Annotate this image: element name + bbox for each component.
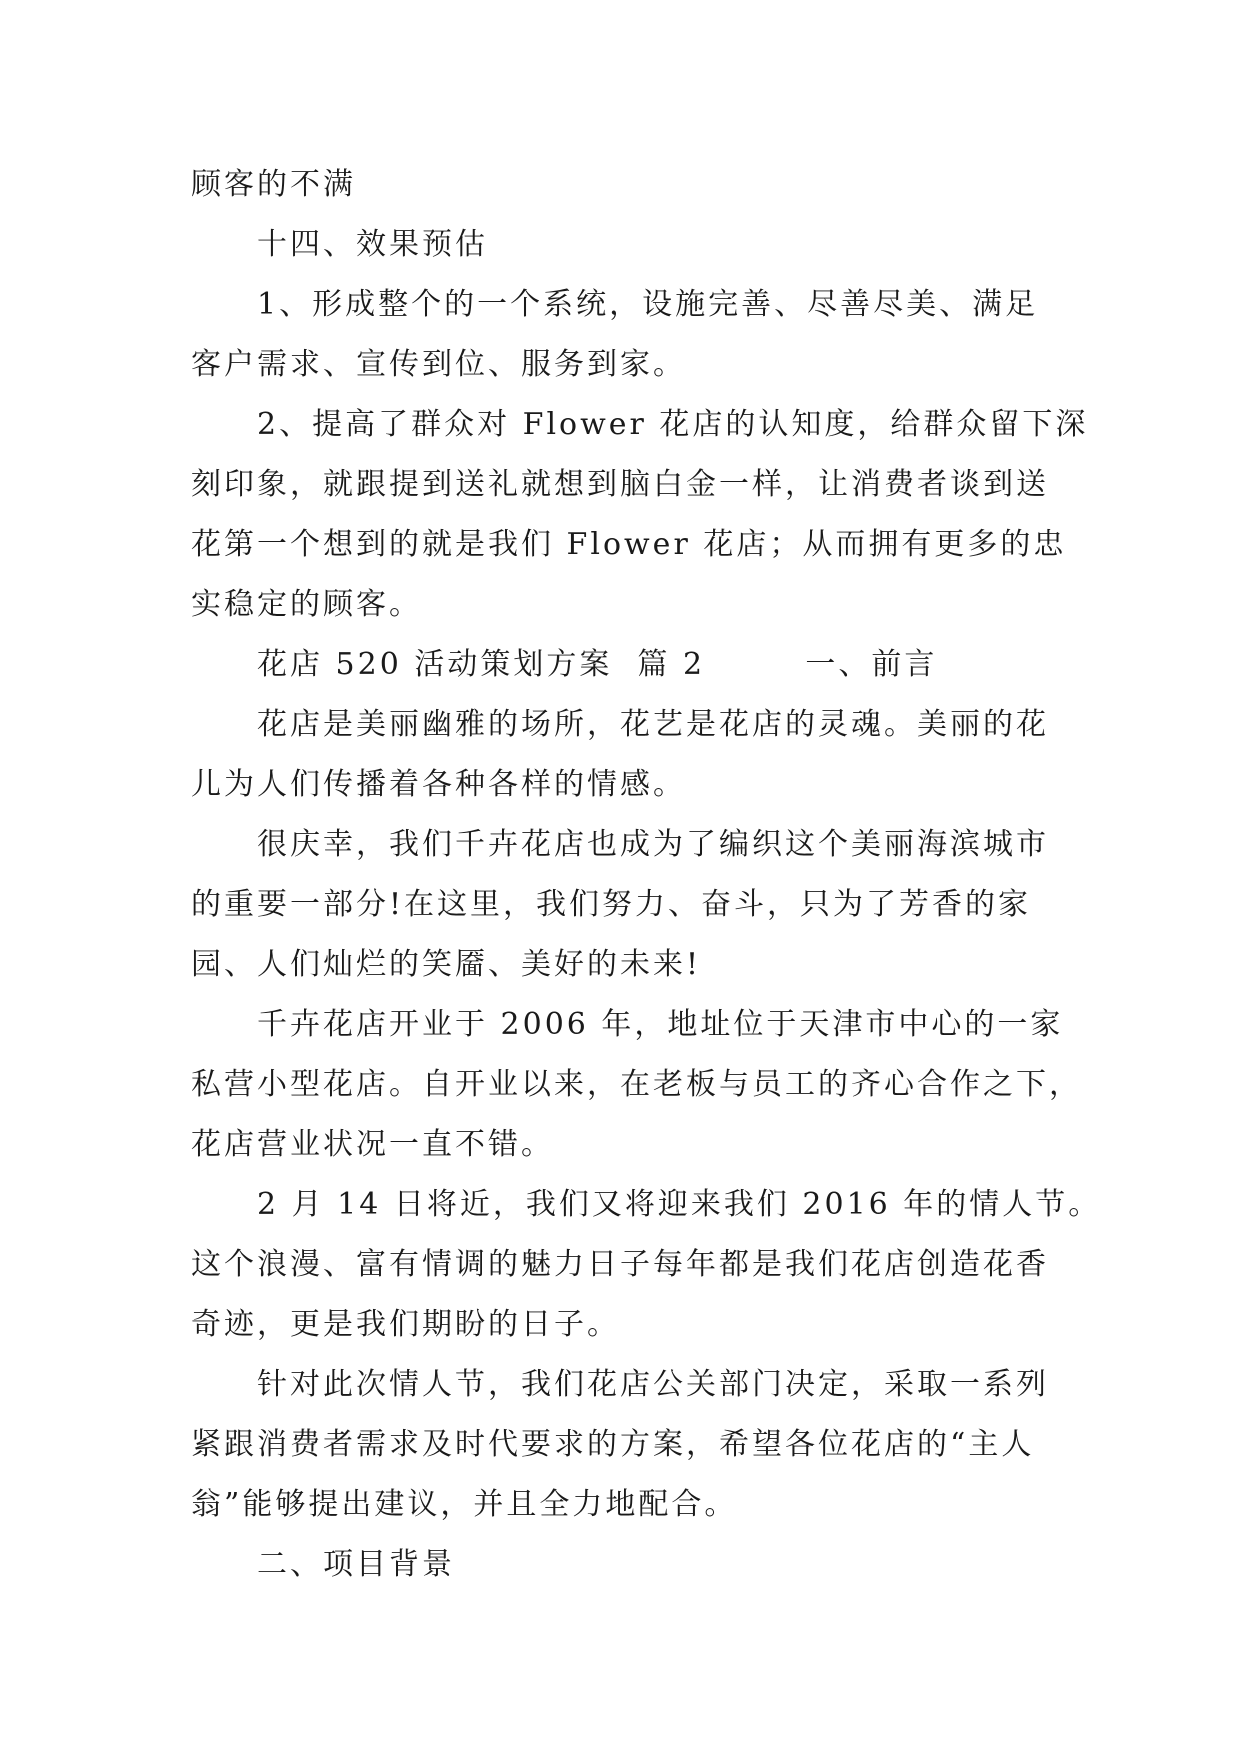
text-line: 针对此次情人节，我们花店公关部门决定，采取一系列 bbox=[257, 1367, 1049, 1402]
text-line: 花第一个想到的就是我们 Flower 花店；从而拥有更多的忠 bbox=[191, 527, 1067, 562]
text-line: 刻印象，就跟提到送礼就想到脑白金一样，让消费者谈到送 bbox=[191, 467, 1049, 502]
text-line: 1、形成整个的一个系统，设施完善、尽善尽美、满足 bbox=[257, 287, 1039, 322]
text-line: 花店是美丽幽雅的场所，花艺是花店的灵魂。美丽的花 bbox=[257, 707, 1049, 742]
section-heading: 十四、效果预估 bbox=[257, 227, 488, 262]
text-line: 2 月 14 日将近，我们又将迎来我们 2016 年的情人节。 bbox=[257, 1187, 1102, 1222]
text-line: 很庆幸，我们千卉花店也成为了编织这个美丽海滨城市 bbox=[257, 827, 1049, 862]
document-page bbox=[191, 155, 1102, 1595]
section-heading: 二、项目背景 bbox=[257, 1547, 455, 1582]
text-line: 儿为人们传播着各种各样的情感。 bbox=[191, 767, 686, 802]
text-line: 奇迹，更是我们期盼的日子。 bbox=[191, 1307, 620, 1342]
text-line: 翁”能够提出建议，并且全力地配合。 bbox=[191, 1487, 738, 1522]
text-line: 花店营业状况一直不错。 bbox=[191, 1127, 554, 1162]
text-line: 客户需求、宣传到位、服务到家。 bbox=[191, 347, 686, 382]
text-line: 紧跟消费者需求及时代要求的方案，希望各位花店的“主人 bbox=[191, 1427, 1035, 1462]
section-heading: 花店 520 活动策划方案 篇 2 一、前言 bbox=[257, 647, 938, 682]
text-line: 的重要一部分!在这里，我们努力、奋斗，只为了芳香的家 bbox=[191, 887, 1032, 922]
text-line: 私营小型花店。自开业以来，在老板与员工的齐心合作之下， bbox=[191, 1067, 1082, 1102]
text-line: 顾客的不满 bbox=[191, 167, 356, 202]
text-line: 2、提高了群众对 Flower 花店的认知度，给群众留下深 bbox=[257, 407, 1089, 442]
text-line: 千卉花店开业于 2006 年，地址位于天津市中心的一家 bbox=[257, 1007, 1064, 1042]
text-line: 这个浪漫、富有情调的魅力日子每年都是我们花店创造花香 bbox=[191, 1247, 1049, 1282]
text-line: 实稳定的顾客。 bbox=[191, 587, 422, 622]
text-line: 园、人们灿烂的笑靥、美好的未来! bbox=[191, 947, 702, 982]
